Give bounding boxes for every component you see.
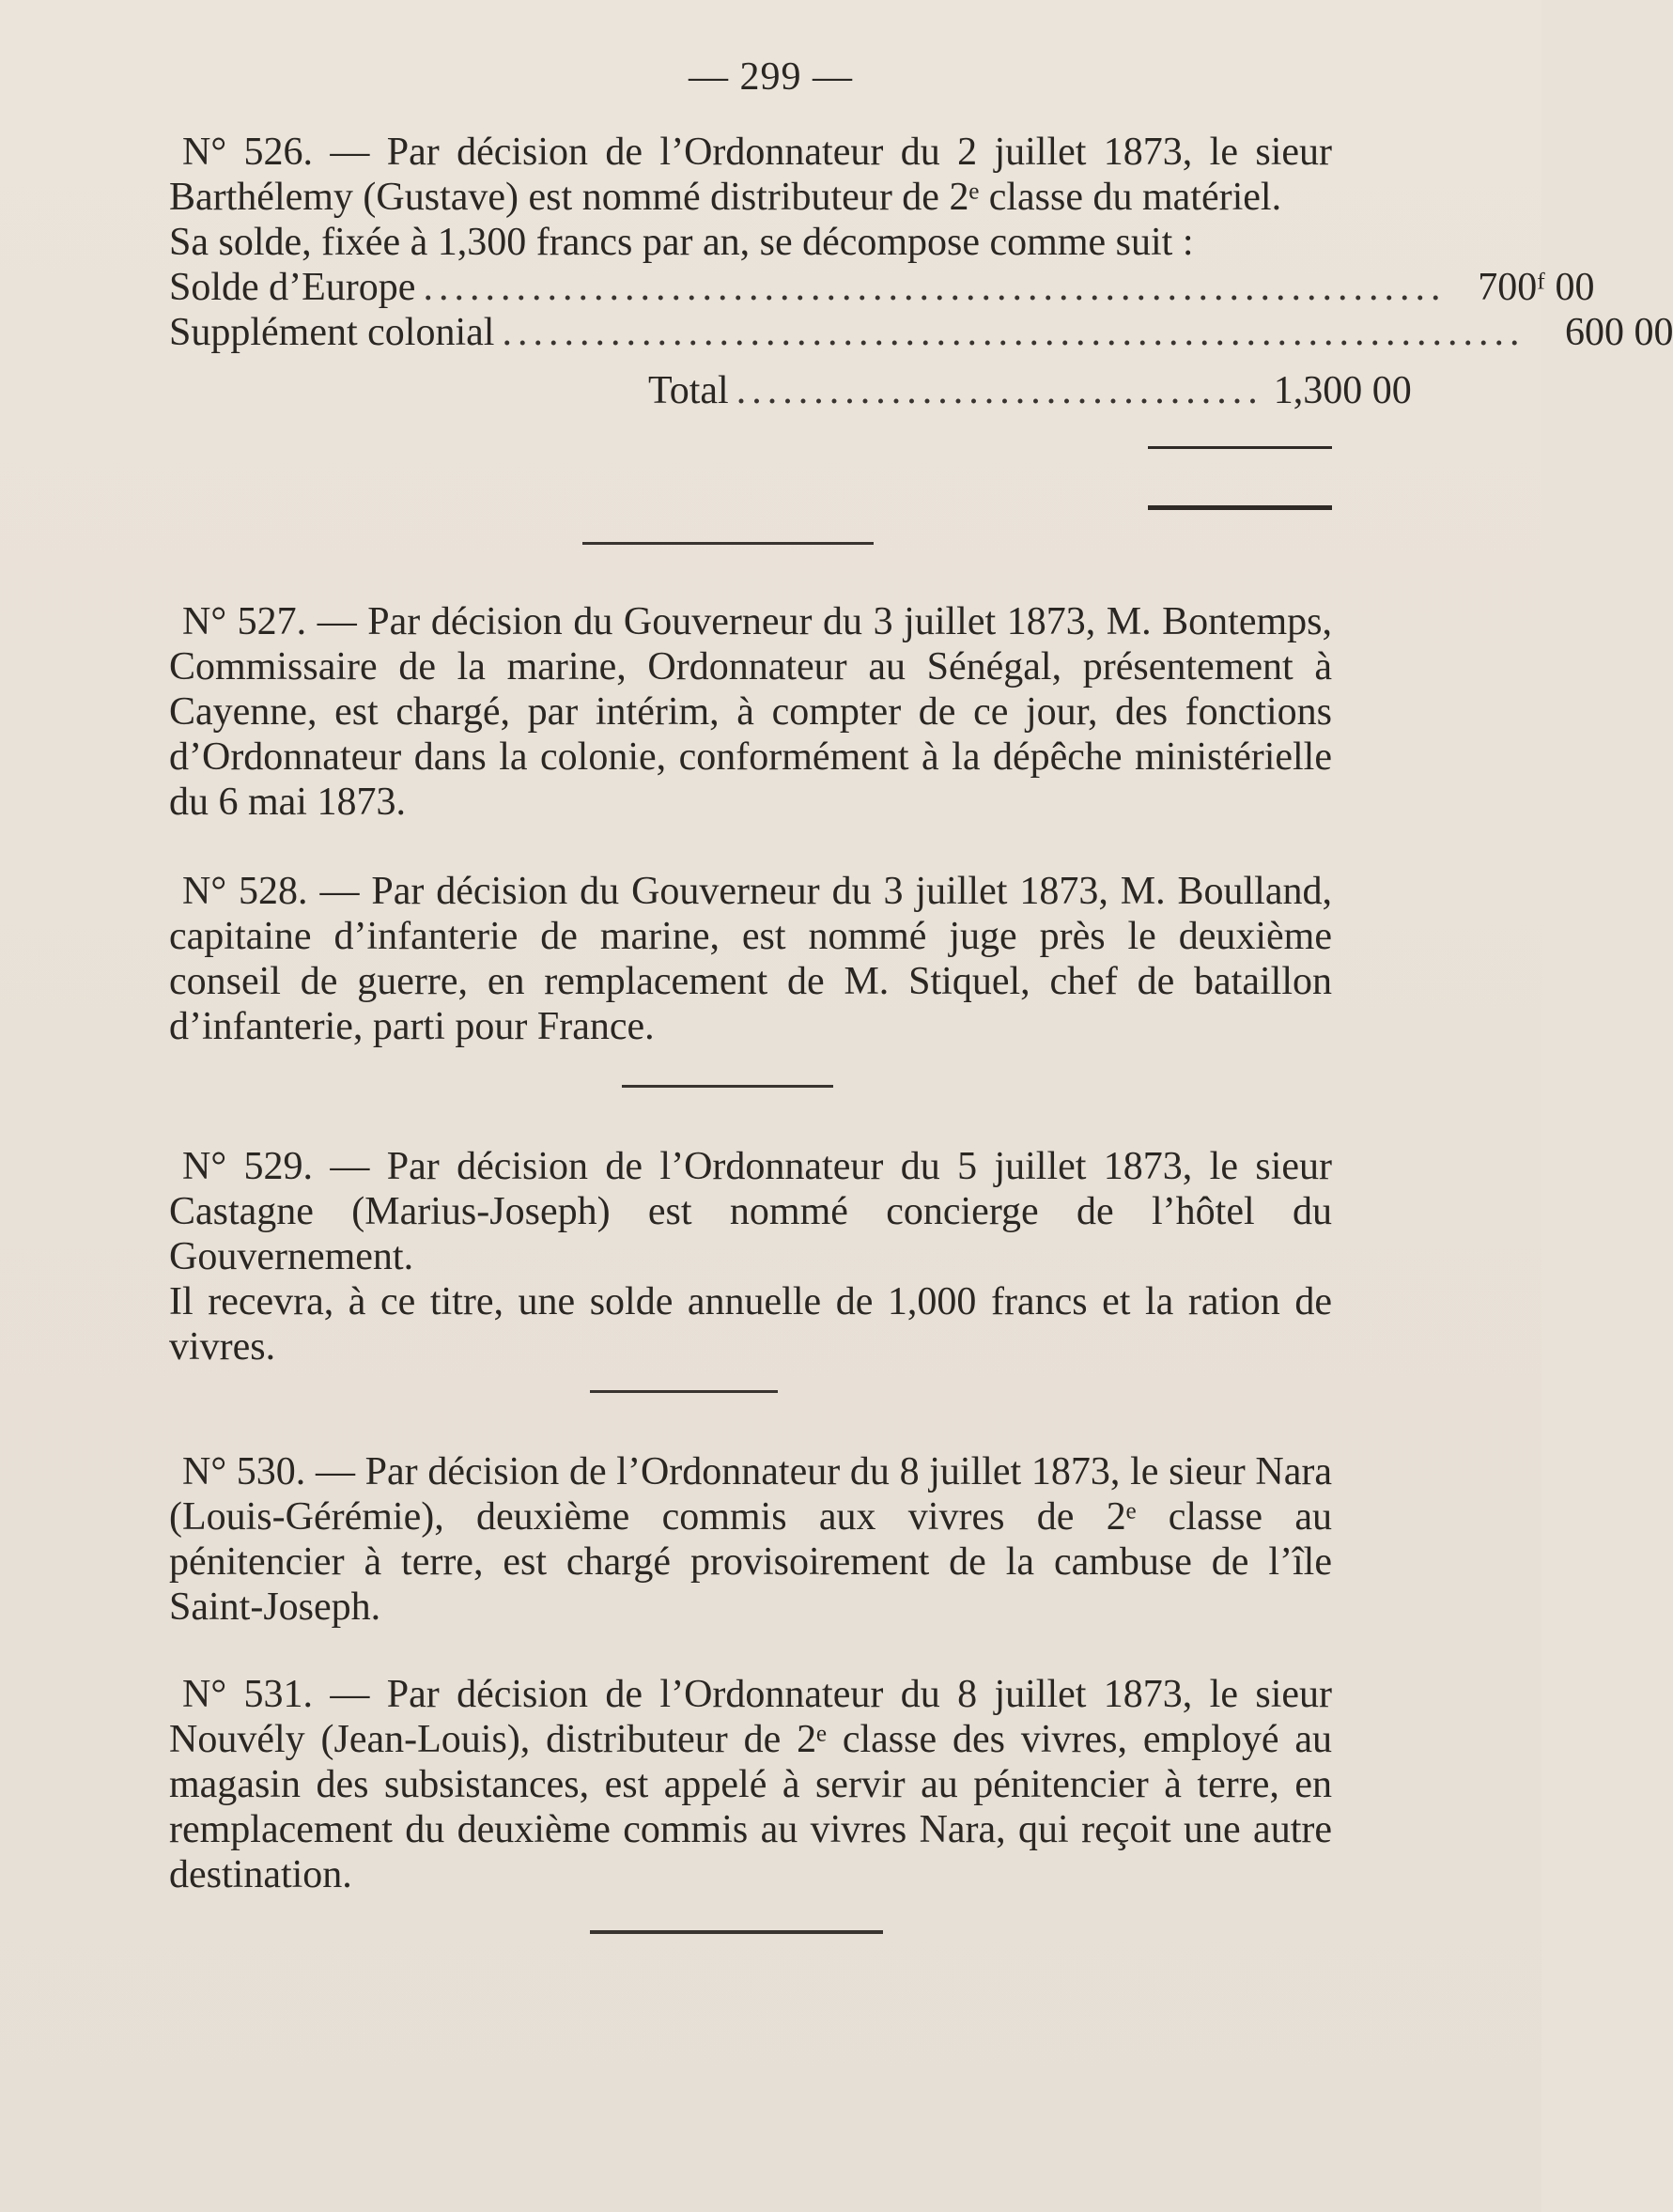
entry-529-ration-text: Il recevra, à ce titre, une solde annuelle de 1,000 francs et la ration de vivres. <box>169 1280 1332 1369</box>
entry-530-text: N° 530. — Par décision de l’Ordonnateur du 8 juillet 1873, le sieur Nara (Louis-Gérémie), deuxième commis aux vivres de 2ᵉ classe au pénitencier à terre, est chargé provisoirement de la cambuse de l’île Saint-Joseph. <box>169 1450 1332 1629</box>
section-separator <box>582 542 874 545</box>
entry-526-text: N° 526. — Par décision de l’Ordonnateur du 2 juillet 1873, le sieur Barthélemy (Gustave) est nommé distributeur de 2ᵉ classe du matériel. <box>169 131 1332 219</box>
salary-amount: 700ᶠ 00 <box>1478 266 1595 309</box>
salary-amount: 600 00 <box>1564 311 1673 354</box>
entry-529 <box>169 1144 1332 1369</box>
entry-528 <box>169 869 1332 1049</box>
leader-dots: .................................................................. <box>423 266 1447 309</box>
entry-528-text: N° 528. — Par décision du Gouverneur du 3 juillet 1873, M. Boulland, capitaine d’infanterie de marine, est nommé juge près le deuxième conseil de guerre, en remplacement de M. Stiquel, chef de bataillon d’infanterie, parti pour France. <box>169 870 1332 1048</box>
salary-label: Supplément colonial <box>169 311 495 354</box>
entry-531 <box>169 1672 1332 1897</box>
entry-526 <box>169 130 1673 413</box>
salary-label: Solde d’Europe <box>169 266 416 309</box>
section-separator <box>590 1930 883 1934</box>
total-label: Total <box>648 369 729 412</box>
entry-530 <box>169 1449 1332 1630</box>
total-rule <box>1148 446 1332 449</box>
section-separator <box>622 1085 833 1088</box>
leader-dots: .................................. <box>736 369 1263 412</box>
section-separator <box>590 1390 778 1393</box>
entry-527 <box>169 599 1332 825</box>
page-number: — 299 — <box>689 55 853 99</box>
salary-row-europe <box>169 265 1595 310</box>
salary-row-colonial <box>169 310 1673 355</box>
entry-526-salary-text: Sa solde, fixée à 1,300 francs par an, se décompose comme suit : <box>169 221 1194 264</box>
total-amount: 1,300 00 <box>1273 369 1412 412</box>
salary-total-row <box>169 368 1412 413</box>
total-double-rule <box>1148 505 1332 510</box>
entry-529-text: N° 529. — Par décision de l’Ordonnateur du 5 juillet 1873, le sieur Castagne (Marius-Joseph) est nommé concierge de l’hôtel du Gouvernement. <box>169 1145 1332 1278</box>
leader-dots: .................................................................. <box>502 311 1526 354</box>
entry-531-text: N° 531. — Par décision de l’Ordonnateur du 8 juillet 1873, le sieur Nouvély (Jean-Louis), distributeur de 2ᵉ classe des vivres, employé au magasin des subsistances, est appelé à servir au pénitencier à terre, en remplacement du deuxième commis au vivres Nara, qui reçoit une autre destination. <box>169 1673 1332 1896</box>
entry-527-text: N° 527. — Par décision du Gouverneur du 3 juillet 1873, M. Bontemps, Commissaire de la marine, Ordonnateur au Sénégal, présentement à Cayenne, est chargé, par intérim, à compter de ce jour, des fonctions d’Ordonnateur dans la colonie, conformément à la dépêche ministérielle du 6 mai 1873. <box>169 600 1332 824</box>
